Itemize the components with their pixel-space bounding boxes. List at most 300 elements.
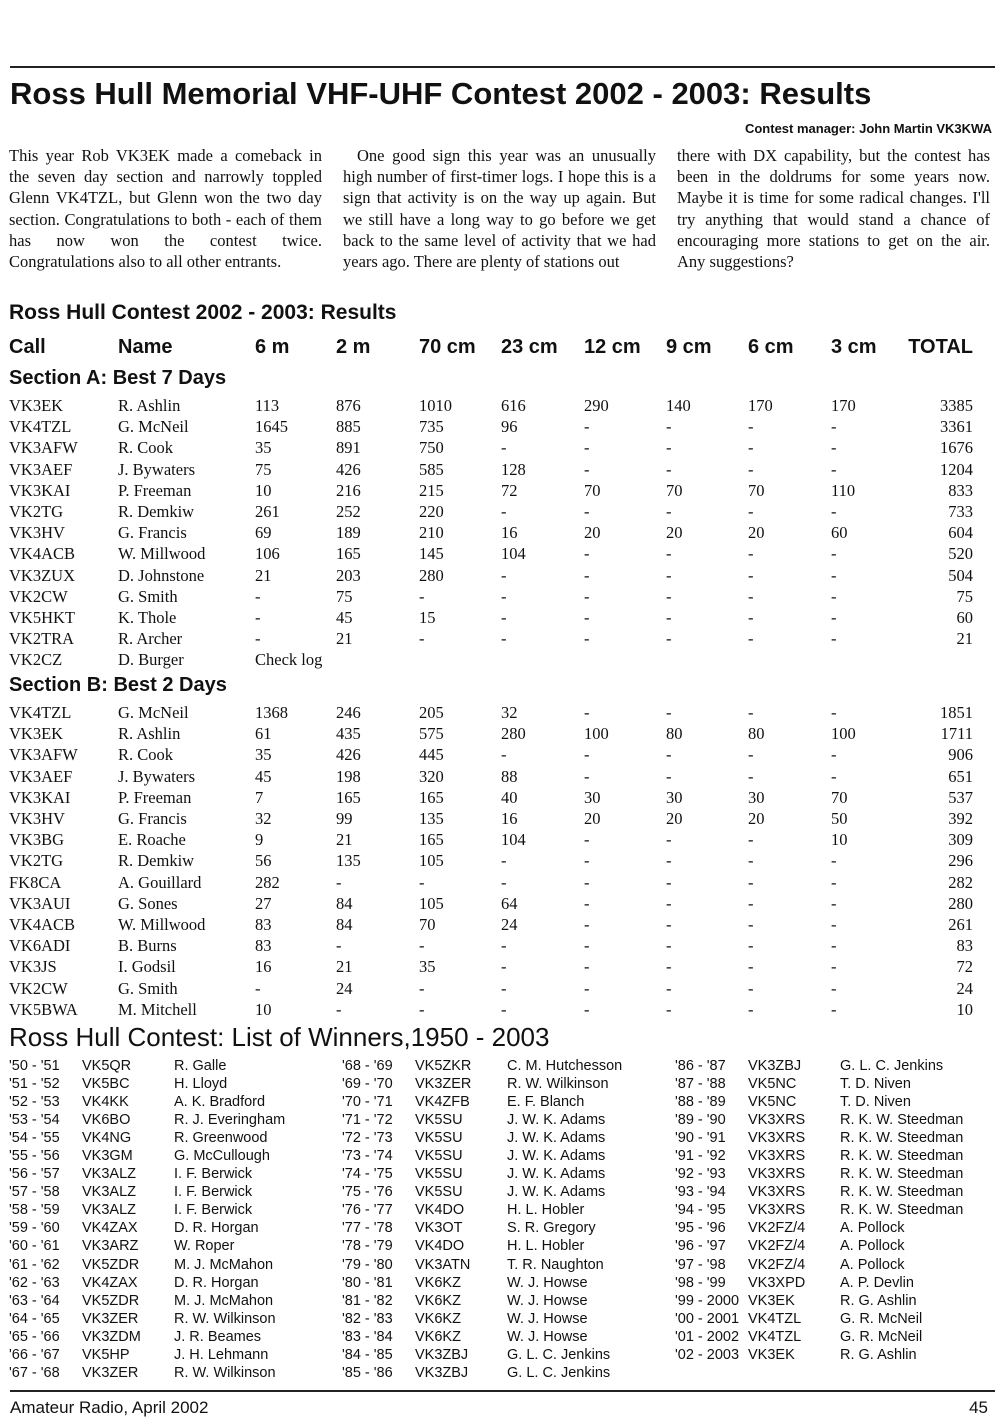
winner-years: '89 - '90 [675, 1112, 726, 1129]
table-row [0, 809, 1000, 830]
score-cell: 24 [501, 915, 518, 934]
winner-call: VK5ZDR [82, 1292, 140, 1309]
score-cell: - [831, 629, 837, 649]
score-cell: - [831, 703, 837, 722]
winner-years: '97 - '98 [675, 1256, 726, 1273]
column-header: 12 cm [584, 336, 641, 358]
footer-publication: Amateur Radio, April 2002 [10, 1398, 209, 1417]
winner-call: VK2FZ/4 [748, 1256, 806, 1273]
winner-name: C. M. Hutchesson [507, 1058, 623, 1074]
page-number: 45 [969, 1398, 988, 1417]
total-cell: 520 [948, 544, 973, 564]
winner-name: R. G. Ashlin [840, 1292, 917, 1309]
score-cell: 320 [419, 766, 444, 786]
call-cell: VK3AFW [9, 745, 78, 765]
total-cell: 83 [956, 936, 973, 956]
call-cell: VK3KAI [9, 480, 71, 500]
call-cell: VK3AEF [9, 459, 73, 479]
winner-call: VK5BC [82, 1076, 130, 1093]
winner-name: S. R. Gregory [507, 1220, 596, 1237]
total-cell: 280 [948, 893, 973, 913]
page-title: Ross Hull Memorial VHF-UHF Contest 2002 - 2003: Results [10, 76, 872, 111]
winner-call: VK6KZ [415, 1274, 461, 1291]
winner-name: W. Roper [174, 1238, 235, 1255]
winner-years: '56 - '57 [9, 1166, 60, 1183]
table-row [0, 608, 1000, 629]
score-cell: 83 [255, 915, 272, 934]
score-cell: 135 [419, 809, 444, 828]
winner-name: T. D. Niven [840, 1076, 911, 1093]
winner-call: VK3EK [748, 1346, 795, 1363]
score-cell: - [748, 766, 754, 786]
winner-name: R. G. Ashlin [840, 1346, 917, 1363]
winner-years: '67 - '68 [9, 1364, 60, 1381]
call-cell: VK5HKT [9, 608, 75, 627]
winner-call: VK4DO [415, 1238, 465, 1255]
winner-years: '96 - '97 [675, 1238, 726, 1255]
winner-years: '53 - '54 [9, 1112, 60, 1129]
winner-call: VK3GM [82, 1148, 133, 1165]
score-cell: - [831, 893, 837, 913]
winner-name: D. R. Horgan [174, 1274, 259, 1291]
winner-name: R. K. W. Steedman [840, 1184, 964, 1201]
score-cell: - [419, 936, 425, 956]
winner-call: VK5SU [415, 1184, 463, 1201]
winner-name: I. F. Berwick [174, 1202, 253, 1219]
winner-years: '98 - '99 [675, 1274, 726, 1291]
score-cell: 189 [336, 523, 361, 543]
winner-call: VK3ALZ [82, 1202, 136, 1219]
score-cell: 100 [584, 724, 609, 744]
winner-name: G. L. C. Jenkins [507, 1364, 611, 1381]
score-cell: 203 [336, 565, 361, 585]
name-cell: I. Godsil [118, 957, 176, 977]
intro-column-1: This year Rob VK3EK made a comeback in the seven day section and narrowly toppled Glenn VK4TZL, but Glenn won the two day section. Congratulations to both - each of them has now won the contest twice. Congratulations also to all other entrants. [9, 146, 322, 272]
winner-call: VK3ZBJ [415, 1346, 469, 1363]
table-row [0, 629, 1000, 650]
winner-years: '92 - '93 [675, 1166, 726, 1183]
score-cell: - [584, 703, 590, 722]
name-cell: W. Millwood [118, 544, 206, 564]
call-cell: VK3KAI [9, 787, 71, 807]
score-cell: - [748, 978, 754, 998]
score-cell: 84 [336, 915, 353, 934]
score-cell: 45 [336, 608, 353, 627]
winner-call: VK6KZ [415, 1328, 461, 1345]
winner-call: VK5SU [415, 1166, 463, 1183]
winner-years: '88 - '89 [675, 1094, 726, 1111]
winner-name: J. W. K. Adams [507, 1166, 606, 1183]
winner-call: VK4ZAX [82, 1274, 138, 1291]
score-cell: - [748, 830, 754, 850]
total-cell: 537 [948, 787, 973, 807]
winner-call: VK3ZBJ [415, 1364, 469, 1381]
winner-name: A. Pollock [840, 1256, 905, 1273]
section-title: Section A: Best 7 Days [9, 367, 227, 389]
name-cell: W. Millwood [118, 915, 206, 934]
winner-years: '93 - '94 [675, 1184, 726, 1201]
name-cell: J. Bywaters [118, 459, 195, 479]
winner-years: '73 - '74 [342, 1148, 393, 1165]
score-cell: - [584, 851, 590, 871]
score-cell: 35 [419, 957, 436, 977]
total-cell: 1204 [940, 459, 973, 479]
score-cell: 70 [666, 480, 683, 500]
score-cell: - [831, 766, 837, 786]
score-cell: 35 [255, 745, 272, 765]
winner-call: VK6BO [82, 1112, 131, 1129]
table-row [0, 767, 1000, 788]
score-cell: 246 [336, 703, 361, 722]
winner-call: VK5SU [415, 1130, 463, 1147]
total-cell: 10 [956, 999, 973, 1019]
name-cell: R. Ashlin [118, 396, 181, 415]
score-cell: 104 [501, 830, 526, 850]
score-cell: - [501, 851, 507, 871]
score-cell: 170 [748, 396, 773, 415]
winner-call: VK6KZ [415, 1310, 461, 1327]
winner-years: '71 - '72 [342, 1112, 393, 1129]
table-row [0, 460, 1000, 481]
winner-years: '64 - '65 [9, 1310, 60, 1327]
score-cell: - [336, 936, 342, 956]
score-cell: - [666, 999, 672, 1019]
name-cell: B. Burns [118, 936, 177, 956]
winner-name: R. Greenwood [174, 1130, 268, 1147]
name-cell: G. McNeil [118, 417, 189, 437]
winner-years: '81 - '82 [342, 1292, 393, 1309]
score-cell: - [501, 629, 507, 649]
score-cell: 426 [336, 745, 361, 765]
score-cell: 585 [419, 459, 444, 479]
bottom-rule [10, 1390, 995, 1392]
score-cell: - [666, 459, 672, 479]
total-cell: 1851 [940, 703, 973, 722]
score-cell: - [501, 438, 507, 458]
score-cell: - [666, 608, 672, 627]
column-header: 23 cm [501, 336, 558, 358]
score-cell: 7 [255, 787, 264, 807]
call-cell: VK5BWA [9, 999, 78, 1019]
table-row [0, 703, 1000, 724]
table-row [0, 936, 1000, 957]
winner-years: '99 - 2000 [675, 1292, 740, 1309]
column-header: Name [118, 336, 173, 358]
score-cell: - [255, 629, 261, 649]
total-cell: 3361 [940, 417, 973, 437]
winner-years: '91 - '92 [675, 1148, 726, 1165]
winner-name: R. W. Wilkinson [174, 1364, 276, 1381]
total-cell: 3385 [940, 396, 973, 415]
score-cell: - [419, 586, 425, 606]
winner-years: '87 - '88 [675, 1076, 726, 1093]
score-cell: 16 [501, 809, 518, 828]
total-cell: 1676 [940, 438, 973, 458]
score-cell: - [255, 978, 261, 998]
winner-call: VK5QR [82, 1058, 132, 1074]
score-cell: - [501, 872, 507, 892]
winner-name: W. J. Howse [507, 1310, 588, 1327]
score-cell: - [584, 936, 590, 956]
score-cell: 1645 [255, 417, 288, 437]
score-cell: 165 [419, 787, 444, 807]
score-cell: - [666, 893, 672, 913]
name-cell: R. Demkiw [118, 851, 195, 871]
winner-name: A. K. Bradford [174, 1094, 266, 1111]
score-cell: - [336, 999, 342, 1019]
name-cell: R. Cook [118, 745, 174, 765]
score-cell: - [748, 999, 754, 1019]
winner-call: VK5HP [82, 1346, 130, 1363]
score-cell: 40 [501, 787, 518, 807]
winner-call: VK4ZAX [82, 1220, 138, 1237]
score-cell: - [584, 745, 590, 765]
score-cell: 205 [419, 703, 444, 722]
score-cell: 75 [255, 459, 272, 479]
table-row [0, 957, 1000, 978]
score-cell: 10 [831, 830, 848, 850]
winner-years: '69 - '70 [342, 1076, 393, 1093]
winner-call: VK6KZ [415, 1292, 461, 1309]
score-cell: - [666, 629, 672, 649]
score-cell: 32 [501, 703, 518, 722]
call-cell: VK3EK [9, 724, 64, 744]
winner-name: G. L. C. Jenkins [507, 1346, 611, 1363]
score-cell: - [666, 830, 672, 850]
score-cell: 24 [336, 978, 353, 998]
score-cell: 32 [255, 809, 272, 828]
column-header: 6 cm [748, 336, 794, 358]
winner-years: '60 - '61 [9, 1238, 60, 1255]
score-cell: 885 [336, 417, 361, 437]
score-cell: 30 [748, 787, 765, 807]
total-cell: 733 [948, 502, 973, 521]
winner-years: '84 - '85 [342, 1346, 393, 1363]
score-cell: - [584, 438, 590, 458]
table-row [0, 523, 1000, 544]
score-cell: - [501, 565, 507, 585]
winner-years: '51 - '52 [9, 1076, 60, 1093]
winner-name: R. K. W. Steedman [840, 1112, 964, 1129]
column-header: 2 m [336, 336, 371, 358]
winner-call: VK4KK [82, 1094, 129, 1111]
winner-years: '90 - '91 [675, 1130, 726, 1147]
score-cell: 61 [255, 724, 272, 744]
winner-call: VK4TZL [748, 1328, 802, 1345]
winner-call: VK3EK [748, 1292, 795, 1309]
name-cell: R. Ashlin [118, 724, 181, 744]
call-cell: VK3EK [9, 396, 64, 415]
score-cell: - [584, 957, 590, 977]
winner-call: VK3XPD [748, 1274, 806, 1291]
score-cell: 110 [831, 480, 856, 500]
winner-years: '57 - '58 [9, 1184, 60, 1201]
winner-years: '78 - '79 [342, 1238, 393, 1255]
score-cell: 64 [501, 893, 518, 913]
table-row [0, 481, 1000, 502]
table-row [0, 979, 1000, 1000]
winner-call: VK3XRS [748, 1202, 806, 1219]
score-cell: 106 [255, 544, 280, 564]
winner-call: VK3XRS [748, 1130, 806, 1147]
score-cell: 70 [748, 480, 765, 500]
table-row [0, 396, 1000, 417]
name-cell: G. McNeil [118, 703, 189, 722]
call-cell: VK3BG [9, 830, 65, 850]
column-header: Call [9, 336, 46, 358]
winner-call: VK2FZ/4 [748, 1238, 806, 1255]
winner-name: A. P. Devlin [840, 1274, 914, 1291]
name-cell: P. Freeman [118, 480, 192, 500]
call-cell: VK2TRA [9, 629, 75, 649]
winner-name: A. Pollock [840, 1220, 905, 1237]
score-cell: - [584, 978, 590, 998]
column-header: 70 cm [419, 336, 476, 358]
score-cell: 220 [419, 502, 444, 521]
score-cell: - [501, 978, 507, 998]
score-cell: - [584, 915, 590, 934]
winner-call: VK3ZER [82, 1364, 139, 1381]
name-cell: R. Archer [118, 629, 183, 649]
score-cell: 16 [255, 957, 272, 977]
winner-years: '79 - '80 [342, 1256, 393, 1273]
score-cell: - [666, 851, 672, 871]
winner-call: VK3ARZ [82, 1238, 139, 1255]
score-cell: 128 [501, 459, 526, 479]
table-row [0, 650, 1000, 671]
section-title: Section B: Best 2 Days [9, 674, 227, 696]
total-cell: 906 [948, 745, 973, 765]
score-cell: 750 [419, 438, 444, 458]
column-header: 9 cm [666, 336, 712, 358]
winner-name: G. L. C. Jenkins [840, 1058, 944, 1074]
score-cell: 83 [255, 936, 272, 956]
score-cell: - [584, 502, 590, 521]
total-cell: 296 [948, 851, 973, 871]
winner-name: G. McCullough [174, 1148, 270, 1165]
score-cell: 96 [501, 417, 518, 437]
score-cell: 215 [419, 480, 444, 500]
score-cell: 27 [255, 893, 272, 913]
score-cell: - [666, 745, 672, 765]
score-cell: 216 [336, 480, 361, 500]
score-cell: - [831, 915, 837, 934]
score-cell: - [501, 957, 507, 977]
name-cell: A. Gouillard [118, 872, 202, 892]
total-cell: 392 [948, 809, 973, 828]
winner-name: R. W. Wilkinson [174, 1310, 276, 1327]
score-cell: 575 [419, 724, 444, 744]
score-cell: - [748, 893, 754, 913]
score-cell: 210 [419, 523, 444, 543]
winner-years: '61 - '62 [9, 1256, 60, 1273]
winner-name: J. W. K. Adams [507, 1112, 606, 1129]
score-cell: - [584, 893, 590, 913]
call-cell: VK4ACB [9, 915, 76, 934]
table-row [0, 830, 1000, 851]
score-cell: - [584, 608, 590, 627]
winner-call: VK4DO [415, 1202, 465, 1219]
score-cell: - [831, 459, 837, 479]
score-cell: 290 [584, 396, 609, 415]
score-cell: 72 [501, 480, 518, 500]
winner-years: '70 - '71 [342, 1094, 393, 1111]
score-cell: 104 [501, 544, 526, 564]
winner-call: VK5SU [415, 1112, 463, 1129]
column-header: 6 m [255, 336, 290, 358]
winner-name: R. K. W. Steedman [840, 1166, 964, 1183]
score-cell: - [666, 766, 672, 786]
score-cell: 35 [255, 438, 272, 458]
total-cell: 21 [956, 629, 973, 649]
score-cell: 16 [501, 523, 518, 543]
score-cell: - [666, 915, 672, 934]
winner-years: '65 - '66 [9, 1328, 60, 1345]
winner-name: I. F. Berwick [174, 1166, 253, 1183]
winner-call: VK4NG [82, 1130, 132, 1147]
winner-years: '75 - '76 [342, 1184, 393, 1201]
score-cell: - [584, 872, 590, 892]
score-cell: - [419, 629, 425, 649]
score-cell: - [748, 629, 754, 649]
winner-name: R. K. W. Steedman [840, 1202, 964, 1219]
contest-manager: Contest manager: John Martin VK3KWA [744, 121, 992, 136]
column-header: TOTAL [908, 336, 973, 358]
score-cell: 75 [336, 586, 353, 606]
top-rule [10, 66, 995, 68]
score-cell: - [336, 872, 342, 892]
total-cell: 60 [956, 608, 973, 627]
table-row [0, 502, 1000, 523]
score-cell: - [501, 502, 507, 521]
winners-title: Ross Hull Contest: List of Winners,1950 - 2003 [9, 1022, 550, 1052]
winner-name: W. J. Howse [507, 1274, 588, 1291]
score-cell: 100 [831, 724, 856, 744]
winner-name: I. F. Berwick [174, 1184, 253, 1201]
score-cell: 261 [255, 502, 280, 521]
table-row [0, 851, 1000, 872]
score-cell: 20 [748, 523, 765, 543]
score-cell: - [419, 978, 425, 998]
table-row [0, 1000, 1000, 1021]
score-cell: - [831, 999, 837, 1019]
total-cell: 261 [948, 915, 973, 934]
winner-years: '63 - '64 [9, 1292, 60, 1309]
winner-name: E. F. Blanch [507, 1094, 585, 1111]
score-cell: 198 [336, 766, 361, 786]
score-cell: 20 [666, 809, 683, 828]
winner-call: VK4TZL [748, 1310, 802, 1327]
call-cell: VK3AEF [9, 766, 73, 786]
score-cell: Check log [255, 650, 323, 670]
winner-name: A. Pollock [840, 1238, 905, 1255]
score-cell: - [501, 999, 507, 1019]
winner-call: VK3ALZ [82, 1184, 136, 1201]
score-cell: 30 [666, 787, 683, 807]
call-cell: FK8CA [9, 872, 62, 892]
table-row [0, 788, 1000, 809]
winner-years: '95 - '96 [675, 1220, 726, 1237]
score-cell: - [584, 766, 590, 786]
score-cell: 10 [255, 480, 272, 500]
score-cell: 21 [336, 830, 353, 850]
winner-name: R. J. Everingham [174, 1112, 286, 1129]
score-cell: - [255, 608, 261, 627]
name-cell: D. Johnstone [118, 565, 205, 585]
score-cell: - [584, 999, 590, 1019]
score-cell: 876 [336, 396, 361, 415]
total-cell: 72 [956, 957, 973, 977]
